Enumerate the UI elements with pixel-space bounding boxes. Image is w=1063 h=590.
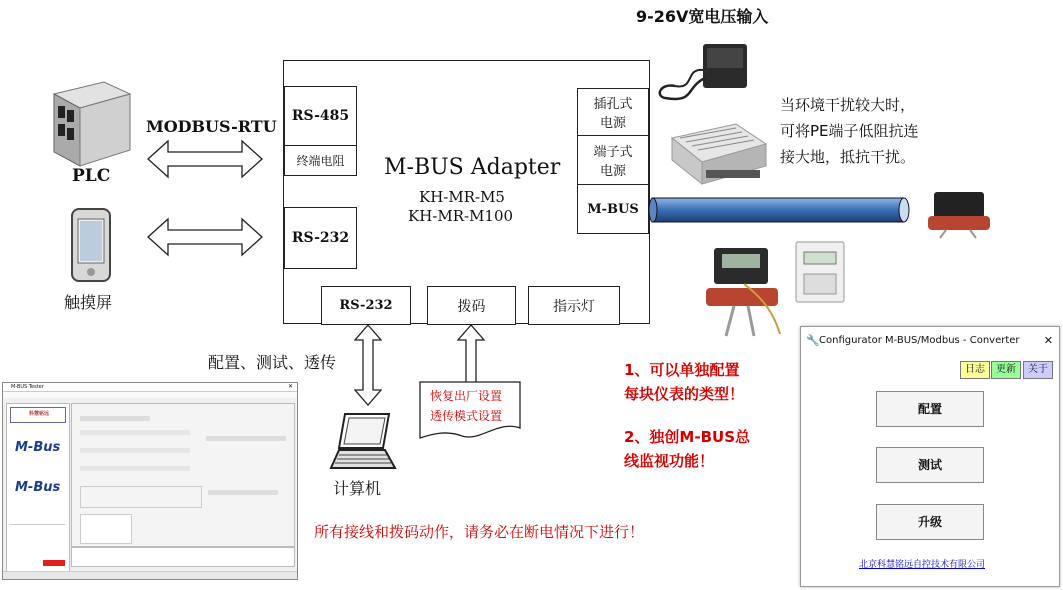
plc-icon [52,76,132,168]
plug-power-port: 插孔式 电源 [577,88,649,136]
plc-label: PLC [72,166,111,186]
configure-button[interactable]: 配置 [876,391,984,427]
rs485-port: RS-485 [284,86,357,146]
configurator-titlebar [801,327,1059,355]
close-icon[interactable]: ✕ [1043,334,1053,347]
plc-double-arrow [146,138,264,180]
heat-meter-image [704,244,784,340]
mbus-adapter-box [283,60,650,324]
tester-logo-1: M-Bus [15,440,61,455]
wrench-icon: 🔧 [806,334,820,347]
log-button[interactable]: 日志 [960,361,990,379]
power-input-title: 9-26V宽电压输入 [636,7,769,26]
electric-meter-image [794,240,846,304]
tester-logo-2: M-Bus [15,480,61,495]
power-off-warning: 所有接线和拨码动作，请务必在断电情况下进行！ [314,523,645,541]
adapter-model-m100: KH-MR-M100 [408,207,514,225]
modbus-rtu-label: MODBUS-RTU [146,117,277,136]
touchscreen-label: 触摸屏 [64,293,113,312]
configurator-title: Configurator M-BUS/Modbus - Converter [819,335,1020,346]
switching-power-supply-image [666,118,768,190]
tester-company-logo: 科慧铭远 [29,411,50,417]
upgrade-button[interactable]: 升级 [876,504,984,540]
indicator-light-port: 指示灯 [528,286,620,325]
company-link[interactable]: 北京科慧铭远自控技术有限公司 [859,560,986,570]
terminal-resistor: 终端电阻 [284,145,357,176]
mbus-bus-pipe [648,194,914,228]
about-button[interactable]: 关于 [1023,361,1053,379]
adapter-title: M-BUS Adapter [384,155,561,180]
rs232-left-port: RS-232 [284,207,357,269]
test-button[interactable]: 测试 [876,447,984,483]
config-test-label: 配置、测试、透传 [208,353,337,372]
mbus-port: M-BUS [577,184,649,234]
touchscreen-icon [70,207,114,285]
terminal-power-port: 端子式 电源 [577,135,649,185]
factory-reset-note: 恢复出厂设置 透传模式设置 [430,389,503,423]
feature-2: 2、独创M-BUS总 线监视功能！ [624,428,751,470]
dip-up-arrow [456,324,486,384]
computer-label: 计算机 [333,479,382,498]
tester-title: M-BUS Tester [11,384,44,390]
water-meter-image [926,188,992,240]
computer-double-arrow [354,324,382,406]
update-button[interactable]: 更新 [991,361,1021,379]
power-adapter-image [655,38,755,110]
configurator-window [800,326,1060,587]
pe-grounding-note: 当环境干扰较大时， 可将PE端子低阻抗连 接大地，抵抗干扰。 [780,96,919,166]
adapter-model-m5: KH-MR-M5 [419,188,505,206]
touchscreen-double-arrow [146,216,264,258]
dip-switch-port: 拨码 [427,286,516,325]
mbus-tester-window: M-BUS Tester ✕ 科慧铭远 M-Bus M-Bus [2,382,298,580]
tester-left-panel [6,403,70,575]
feature-1: 1、可以单独配置 每块仪表的类型！ [624,361,745,403]
laptop-icon [327,410,397,474]
rs232-bottom-port: RS-232 [321,286,411,325]
